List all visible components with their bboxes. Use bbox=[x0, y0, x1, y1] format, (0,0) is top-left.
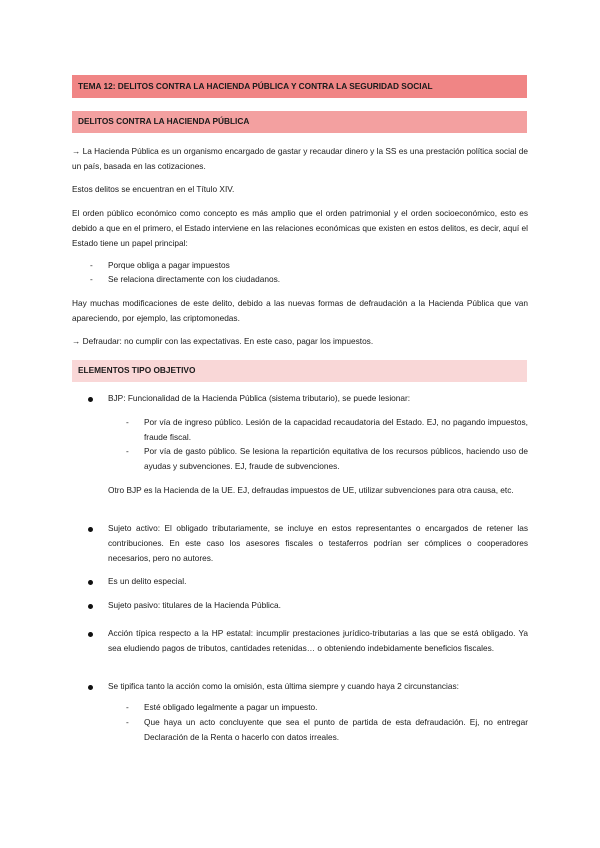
intro-paragraph-1: → La Hacienda Pública es un organismo encargado de gastar y recaudar dinero y la SS es una prestación política social de un país, basada en las cotizaciones. bbox=[72, 146, 528, 171]
list-dash: - bbox=[126, 417, 129, 427]
list-dash: - bbox=[90, 260, 93, 270]
list-dash: - bbox=[126, 717, 129, 727]
sujeto-activo: Sujeto activo: El obligado tributariamente, se incluye en estos representantes o encargados de retener las contribuciones. En este caso los asesores fiscales o testaferros podrían ser cómplices o cooperadores necesarios, pero no autores. bbox=[108, 523, 528, 563]
intro-list-item-2: Se relaciona directamente con los ciudadanos. bbox=[108, 274, 281, 284]
bullet-dot bbox=[88, 632, 93, 637]
topic-title: TEMA 12: DELITOS CONTRA LA HACIENDA PÚBLICA Y CONTRA LA SEGURIDAD SOCIAL bbox=[78, 80, 433, 91]
list-dash: - bbox=[126, 446, 129, 456]
bjp-list-item-2: Por vía de gasto público. Se lesiona la repartición equitativa de los recursos públicos, haciendo uso de ayudas y subvenciones. EJ, fraude de subvenciones. bbox=[144, 446, 528, 471]
sujeto-pasivo: Sujeto pasivo: titulares de la Hacienda Pública. bbox=[108, 600, 281, 610]
tipifica-list-item-2: Que haya un acto concluyente que sea el punto de partida de esta defraudación. Ej, no entregar Declaración de la Renta o hacerlo con datos irreales. bbox=[144, 717, 528, 742]
bjp-text: BJP: Funcionalidad de la Hacienda Pública (sistema tributario), se puede lesionar: bbox=[108, 393, 411, 403]
bullet-dot bbox=[88, 580, 93, 585]
intro-paragraph-3: El orden público económico como concepto es más amplio que el orden patrimonial y el orden socioeconómico, esto es debido a que en el primero, el Estado interviene en las relaciones económicas que existen en estos delitos, es decir, aquí el Estado tiene un papel principal: bbox=[72, 208, 528, 248]
list-dash: - bbox=[126, 702, 129, 712]
tipifica: Se tipifica tanto la acción como la omisión, esta última siempre y cuando haya 2 circunstancias: bbox=[108, 681, 459, 691]
subsection-heading-bar bbox=[72, 360, 527, 382]
section-heading: DELITOS CONTRA LA HACIENDA PÚBLICA bbox=[78, 116, 250, 127]
bullet-dot bbox=[88, 527, 93, 532]
intro-paragraph-2: Estos delitos se encuentran en el Título XIV. bbox=[72, 184, 235, 194]
intro-paragraph-4: Hay muchas modificaciones de este delito, debido a las nuevas formas de defraudación a la Hacienda Pública que van apareciendo, por ejemplo, las criptomonedas. bbox=[72, 298, 528, 323]
list-dash: - bbox=[90, 274, 93, 284]
topic-title-bar bbox=[72, 75, 527, 98]
accion-tipica: Acción típica respecto a la HP estatal: incumplir prestaciones jurídico-tributarias a las que se está obligado. Ya sea eludiendo pagos de tributos, cantidades retenidas… o obteniendo indebidamente beneficios fiscales. bbox=[108, 628, 528, 653]
bullet-dot bbox=[88, 685, 93, 690]
bjp-other: Otro BJP es la Hacienda de la UE. EJ, defraudas impuestos de UE, utilizar subvenciones para otra causa, etc. bbox=[108, 485, 514, 495]
intro-list-item-1: Porque obliga a pagar impuestos bbox=[108, 260, 230, 270]
section-heading-bar bbox=[72, 111, 527, 133]
subsection-heading: ELEMENTOS TIPO OBJETIVO bbox=[78, 365, 196, 376]
bullet-dot bbox=[88, 604, 93, 609]
bullet-dot bbox=[88, 397, 93, 402]
bjp-list-item-1: Por vía de ingreso público. Lesión de la capacidad recaudatoria del Estado. EJ, no pagando impuestos, fraude fiscal. bbox=[144, 417, 528, 442]
tipifica-list-item-1: Esté obligado legalmente a pagar un impuesto. bbox=[144, 702, 318, 712]
intro-paragraph-5: → Defraudar: no cumplir con las expectativas. En este caso, pagar los impuestos. bbox=[72, 336, 374, 346]
delito-especial: Es un delito especial. bbox=[108, 576, 187, 586]
